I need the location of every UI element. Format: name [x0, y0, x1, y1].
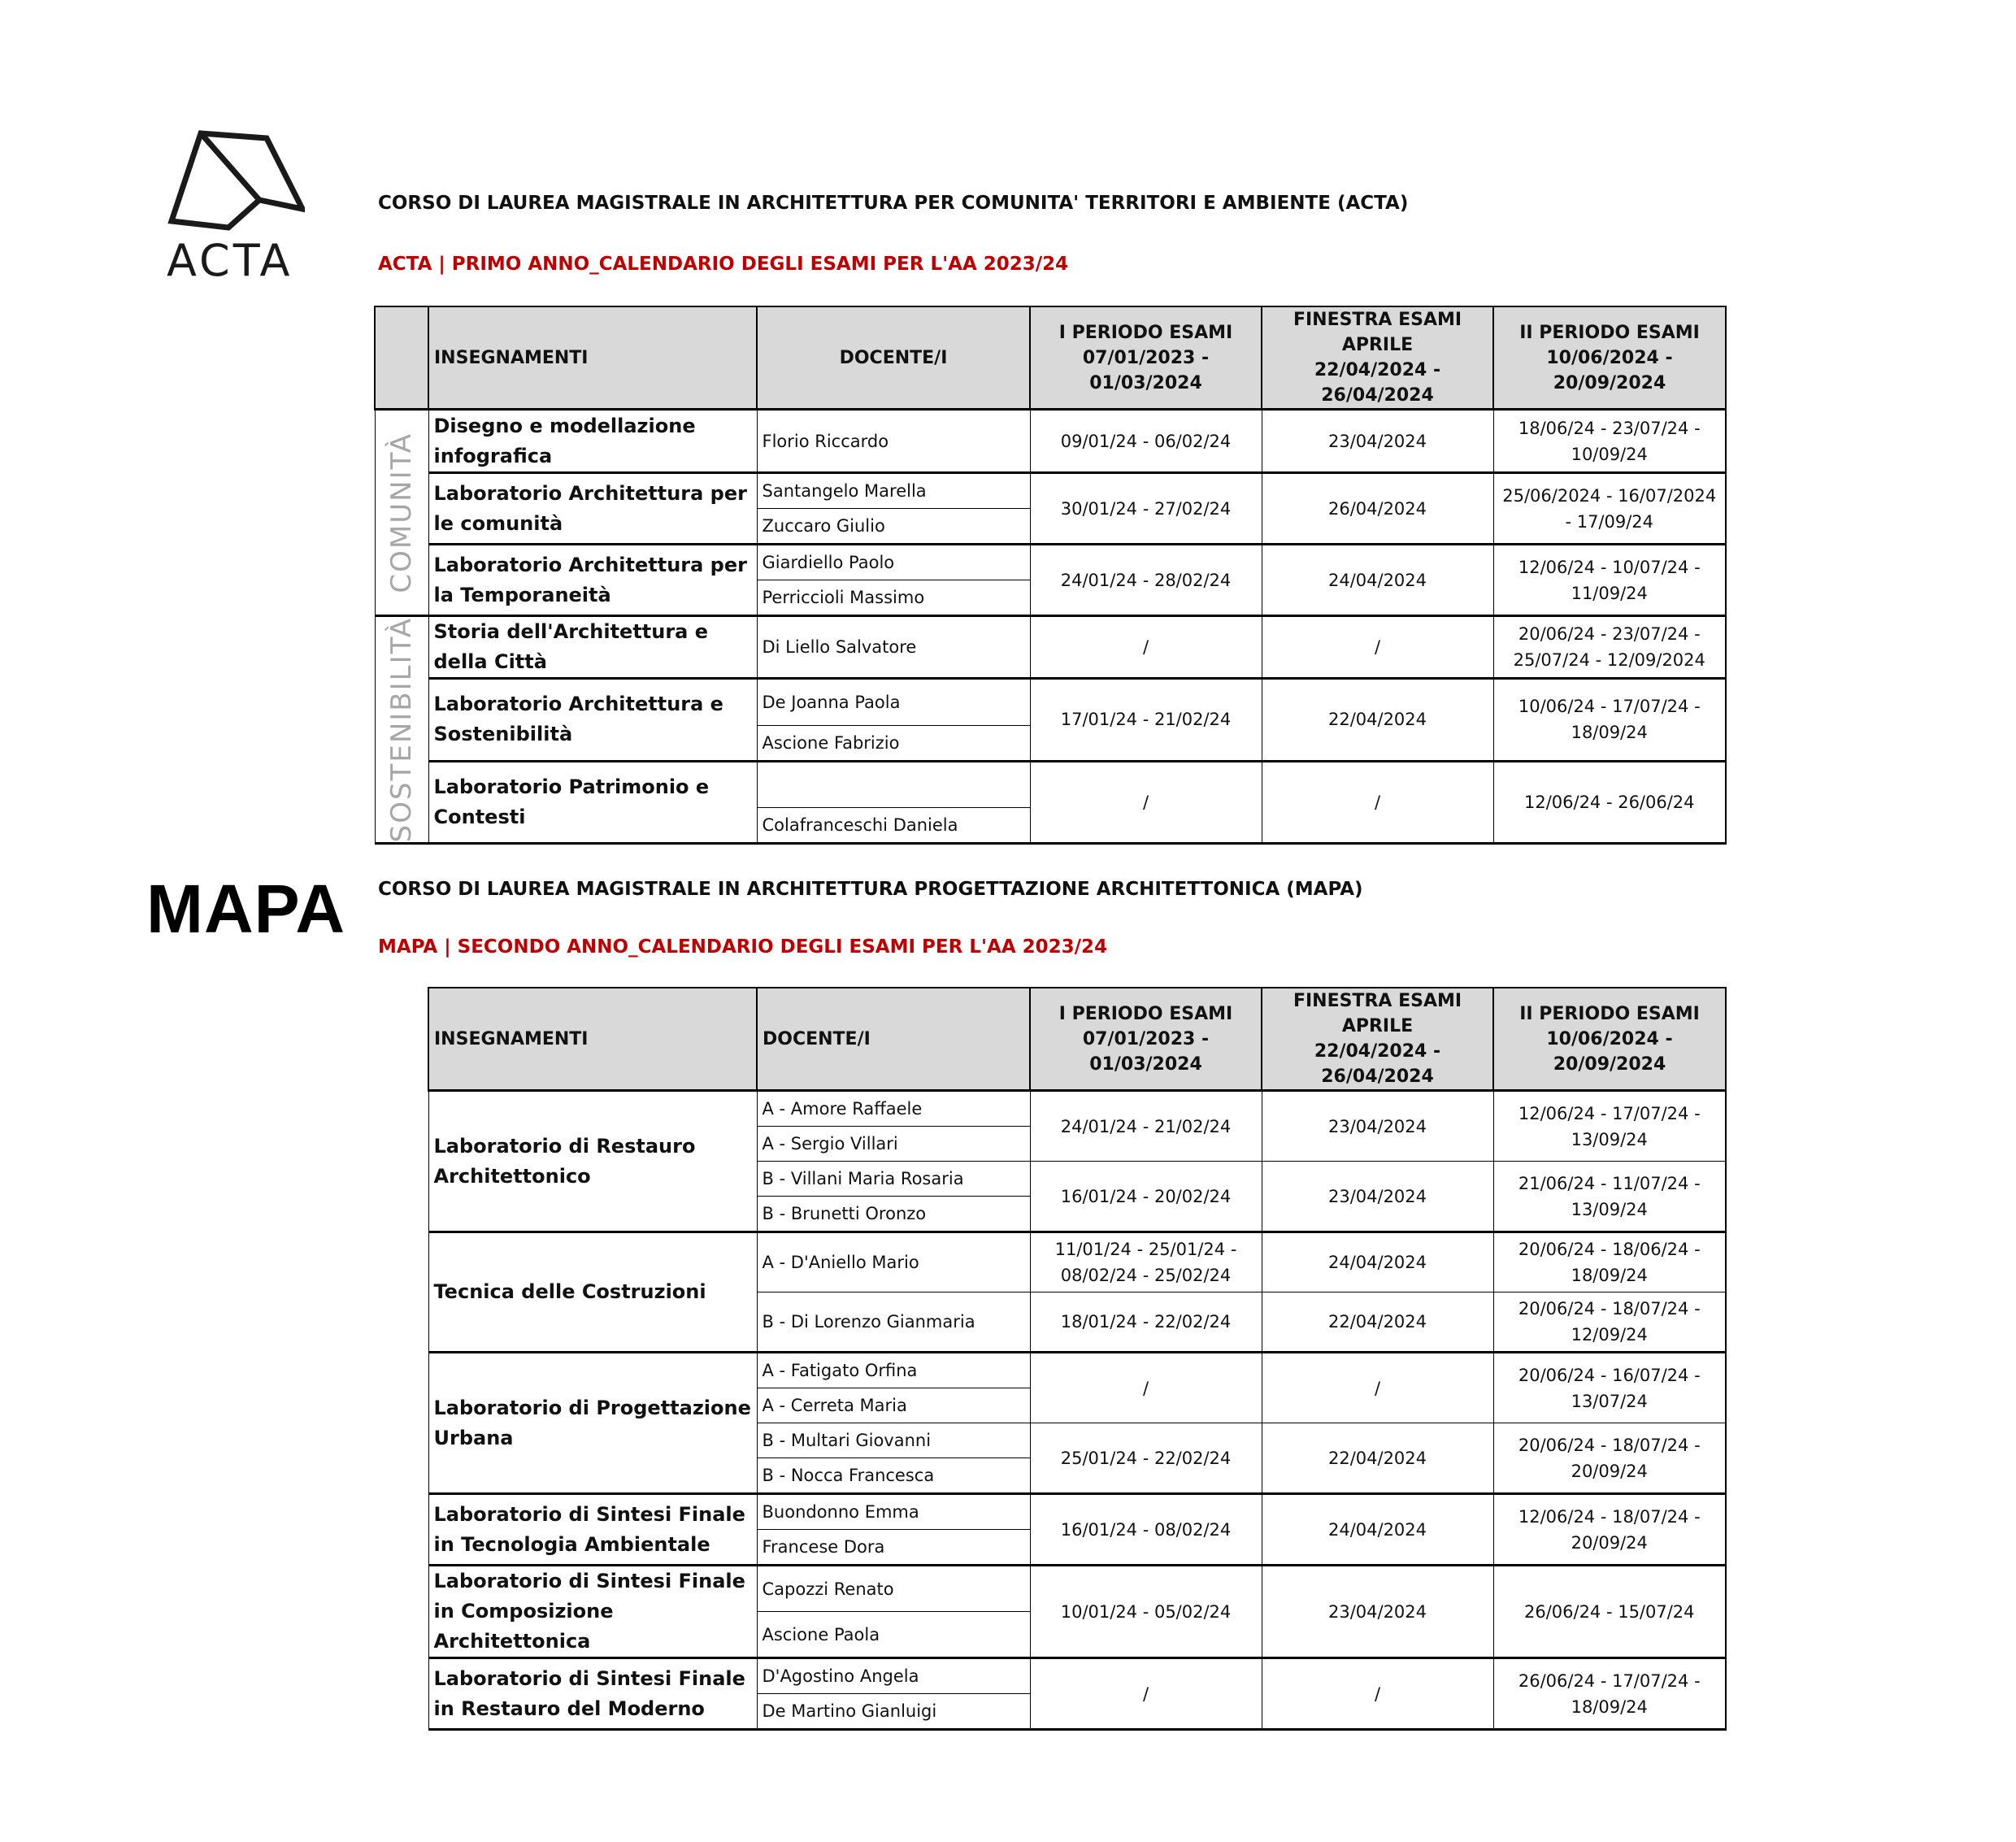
docente: Francese Dora [757, 1530, 1030, 1566]
date-periodo-2: 10/06/24 - 17/07/24 - 18/09/24 [1493, 679, 1726, 762]
date-aprile: 23/04/2024 [1262, 1566, 1493, 1658]
table-row [375, 473, 1726, 509]
date-periodo-2: 12/06/24 - 17/07/24 - 13/09/24 [1493, 1091, 1726, 1162]
date-periodo-2: 20/06/24 - 18/07/24 - 20/09/24 [1493, 1423, 1726, 1494]
date-periodo-2: 12/06/24 - 10/07/24 - 11/09/24 [1493, 545, 1726, 616]
date-periodo-1: 24/01/24 - 21/02/24 [1030, 1091, 1262, 1162]
course-name: Laboratorio Architettura e Sostenibilità [428, 679, 757, 762]
date-periodo-1: / [1030, 1658, 1262, 1730]
docente: A - D'Aniello Mario [757, 1232, 1030, 1292]
col-periodo-1: I PERIODO ESAMI 07/01/2023 - 01/03/2024 [1030, 306, 1262, 410]
acta-title: CORSO DI LAUREA MAGISTRALE IN ARCHITETTURA PER COMUNITA' TERRITORI E AMBIENTE (ACTA) [378, 193, 1409, 214]
date-periodo-2: 25/06/2024 - 16/07/2024 - 17/09/24 [1493, 473, 1726, 545]
group-header-cell [375, 306, 428, 410]
table-header [375, 306, 1726, 410]
table-row [375, 616, 1726, 679]
col-insegnamenti: INSEGNAMENTI [428, 306, 757, 410]
course-name: Laboratorio Patrimonio e Contesti [428, 761, 757, 844]
date-periodo-1: 25/01/24 - 22/02/24 [1030, 1423, 1262, 1494]
course-name: Tecnica delle Costruzioni [428, 1232, 757, 1353]
date-periodo-1: 16/01/24 - 20/02/24 [1030, 1162, 1262, 1232]
date-aprile: / [1262, 1658, 1493, 1730]
docente: Buondonno Emma [757, 1494, 1030, 1530]
date-periodo-2: 21/06/24 - 11/07/24 - 13/09/24 [1493, 1162, 1726, 1232]
date-periodo-1: 11/01/24 - 25/01/24 - 08/02/24 - 25/02/24 [1030, 1232, 1262, 1292]
table-row [375, 679, 1726, 726]
docente: De Joanna Paola [757, 679, 1030, 726]
date-periodo-2: 20/06/24 - 18/07/24 - 12/09/24 [1493, 1292, 1726, 1353]
mapa-title: CORSO DI LAUREA MAGISTRALE IN ARCHITETTURA PROGETTAZIONE ARCHITETTONICA (MAPA) [378, 879, 1363, 900]
date-periodo-2: 20/06/24 - 16/07/24 - 13/07/24 [1493, 1353, 1726, 1423]
col-periodo-2: II PERIODO ESAMI 10/06/2024 - 20/09/2024 [1493, 306, 1726, 410]
docente: B - Villani Maria Rosaria [757, 1162, 1030, 1197]
docente: A - Sergio Villari [757, 1127, 1030, 1162]
date-aprile: 24/04/2024 [1262, 1494, 1493, 1566]
date-periodo-2: 20/06/24 - 18/06/24 - 18/09/24 [1493, 1232, 1726, 1292]
col-aprile: FINESTRA ESAMI APRILE 22/04/2024 - 26/04/2024 [1262, 988, 1493, 1091]
date-aprile: / [1262, 1353, 1493, 1423]
docente: Colafranceschi Daniela [757, 808, 1030, 844]
course-name: Laboratorio di Sintesi Finale in Restauro del Moderno [428, 1658, 757, 1730]
docente: B - Di Lorenzo Gianmaria [757, 1292, 1030, 1353]
docente: A - Amore Raffaele [757, 1091, 1030, 1127]
docente: Perriccioli Massimo [757, 580, 1030, 616]
date-periodo-1: / [1030, 616, 1262, 679]
date-periodo-2: 18/06/24 - 23/07/24 - 10/09/24 [1493, 410, 1726, 473]
date-periodo-1: 17/01/24 - 21/02/24 [1030, 679, 1262, 762]
table-row [428, 1494, 1726, 1530]
mapa-logo: MAPA [146, 871, 346, 947]
date-periodo-2: 12/06/24 - 26/06/24 [1493, 761, 1726, 844]
col-periodo-2: II PERIODO ESAMI 10/06/2024 - 20/09/2024 [1493, 988, 1726, 1091]
table-row [375, 761, 1726, 808]
date-aprile: 22/04/2024 [1262, 679, 1493, 762]
date-aprile: 23/04/2024 [1262, 1091, 1493, 1162]
table-row [428, 1353, 1726, 1388]
date-periodo-1: 16/01/24 - 08/02/24 [1030, 1494, 1262, 1566]
date-aprile: 23/04/2024 [1262, 410, 1493, 473]
acta-subtitle: ACTA | PRIMO ANNO_CALENDARIO DEGLI ESAMI PER L'AA 2023/24 [378, 254, 1069, 275]
docente: Zuccaro Giulio [757, 509, 1030, 545]
docente: Capozzi Renato [757, 1566, 1030, 1612]
course-name: Laboratorio di Progettazione Urbana [428, 1353, 757, 1494]
docente: De Martino Gianluigi [757, 1694, 1030, 1730]
col-insegnamenti: INSEGNAMENTI [428, 988, 757, 1091]
course-name: Storia dell'Architettura e della Città [428, 616, 757, 679]
date-periodo-1: 18/01/24 - 22/02/24 [1030, 1292, 1262, 1353]
docente: Ascione Paola [757, 1612, 1030, 1658]
date-periodo-2: 20/06/24 - 23/07/24 - 25/07/24 - 12/09/2024 [1493, 616, 1726, 679]
docente: Di Liello Salvatore [757, 616, 1030, 679]
course-name: Laboratorio di Sintesi Finale in Composizione Architettonica [428, 1566, 757, 1658]
docente: B - Nocca Francesca [757, 1458, 1030, 1494]
date-periodo-1: 10/01/24 - 05/02/24 [1030, 1566, 1262, 1658]
docente: B - Brunetti Oronzo [757, 1197, 1030, 1232]
date-periodo-2: 26/06/24 - 17/07/24 - 18/09/24 [1493, 1658, 1726, 1730]
course-name: Laboratorio Architettura per le comunità [428, 473, 757, 545]
date-aprile: 26/04/2024 [1262, 473, 1493, 545]
col-periodo-1: I PERIODO ESAMI 07/01/2023 - 01/03/2024 [1030, 988, 1262, 1091]
date-aprile: 24/04/2024 [1262, 545, 1493, 616]
docente: A - Fatigato Orfina [757, 1353, 1030, 1388]
date-aprile: / [1262, 616, 1493, 679]
date-aprile: 24/04/2024 [1262, 1232, 1493, 1292]
docente: B - Multari Giovanni [757, 1423, 1030, 1458]
course-name: Laboratorio Architettura per la Temporaneità [428, 545, 757, 616]
acta-tent-icon [167, 130, 305, 232]
docente: Giardiello Paolo [757, 545, 1030, 580]
date-periodo-1: / [1030, 761, 1262, 844]
group-label-comunita: COMUNITÀ [375, 410, 428, 616]
docente: D'Agostino Angela [757, 1658, 1030, 1694]
col-docenti: DOCENTE/I [757, 306, 1030, 410]
table-row [375, 545, 1726, 580]
course-name: Laboratorio di Restauro Architettonico [428, 1091, 757, 1232]
table-header [428, 988, 1726, 1091]
table-row [428, 1232, 1726, 1292]
date-periodo-1: 30/01/24 - 27/02/24 [1030, 473, 1262, 545]
date-periodo-2: 26/06/24 - 15/07/24 [1493, 1566, 1726, 1658]
group-label-sostenibilita: SOSTENIBILITÀ [375, 616, 428, 844]
date-aprile: 22/04/2024 [1262, 1423, 1493, 1494]
acta-logo [167, 130, 305, 286]
docente: Ascione Fabrizio [757, 725, 1030, 761]
date-periodo-1: 24/01/24 - 28/02/24 [1030, 545, 1262, 616]
table-row [428, 1091, 1726, 1127]
date-periodo-2: 12/06/24 - 18/07/24 - 20/09/24 [1493, 1494, 1726, 1566]
acta-exam-table [374, 306, 1727, 845]
docente: Florio Riccardo [757, 410, 1030, 473]
docente: A - Cerreta Maria [757, 1388, 1030, 1423]
date-periodo-1: / [1030, 1353, 1262, 1423]
docente: Santangelo Marella [757, 473, 1030, 509]
table-row [428, 1658, 1726, 1694]
table-row [428, 1566, 1726, 1612]
table-row [375, 410, 1726, 473]
course-name: Disegno e modellazione infografica [428, 410, 757, 473]
date-aprile: 23/04/2024 [1262, 1162, 1493, 1232]
date-aprile: 22/04/2024 [1262, 1292, 1493, 1353]
date-aprile: / [1262, 761, 1493, 844]
acta-logo-text: ACTA [167, 235, 293, 286]
mapa-subtitle: MAPA | SECONDO ANNO_CALENDARIO DEGLI ESAMI PER L'AA 2023/24 [378, 936, 1108, 958]
col-docenti: DOCENTE/I [757, 988, 1030, 1091]
date-periodo-1: 09/01/24 - 06/02/24 [1030, 410, 1262, 473]
col-aprile: FINESTRA ESAMI APRILE 22/04/2024 - 26/04/2024 [1262, 306, 1493, 410]
mapa-exam-table [428, 987, 1727, 1731]
docente [757, 761, 1030, 808]
course-name: Laboratorio di Sintesi Finale in Tecnologia Ambientale [428, 1494, 757, 1566]
